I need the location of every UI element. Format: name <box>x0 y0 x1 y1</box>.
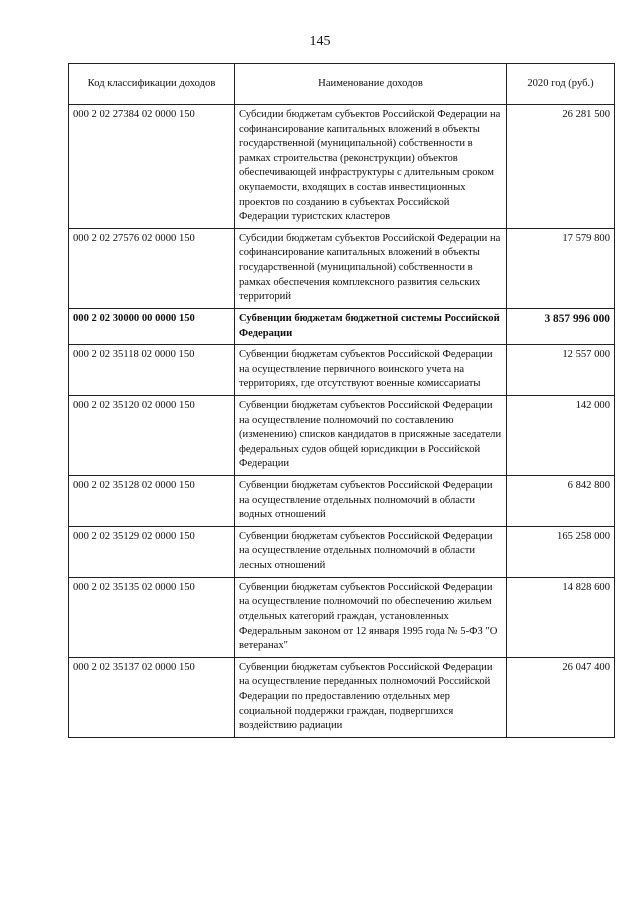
table-row <box>69 577 615 657</box>
row-name: Субсидии бюджетам субъектов Российской Федерации на софинансирование капитальных вложений в объекты государственной (муниципальной) собственности в рамках строительства (реконструкции) объектов обеспечивающей инфраструктуры с длительным сроком окупаемости, входящих в состав инвестиционных проектов по созданию в субъектах Российской Федерации туристских кластеров <box>235 105 507 229</box>
row-amount: 12 557 000 <box>507 345 615 396</box>
row-amount: 17 579 800 <box>507 228 615 308</box>
row-code: 000 2 02 35129 02 0000 150 <box>69 526 235 577</box>
table-row <box>69 105 615 229</box>
row-code: 000 2 02 35128 02 0000 150 <box>69 476 235 527</box>
row-amount: 142 000 <box>507 395 615 475</box>
row-amount: 26 281 500 <box>507 105 615 229</box>
row-code: 000 2 02 30000 00 0000 150 <box>69 308 235 344</box>
row-amount: 14 828 600 <box>507 577 615 657</box>
row-name: Субвенции бюджетам субъектов Российской Федерации на осуществление переданных полномочий Российской Федерации по предоставлению отдельных мер социальной поддержки граждан, подвергшихся воздействию радиации <box>235 657 507 737</box>
row-name: Субвенции бюджетам бюджетной системы Российской Федерации <box>235 308 507 344</box>
row-code: 000 2 02 27576 02 0000 150 <box>69 228 235 308</box>
row-amount: 26 047 400 <box>507 657 615 737</box>
table-row <box>69 345 615 396</box>
table-row-subtotal <box>69 308 615 344</box>
row-amount: 6 842 800 <box>507 476 615 527</box>
row-name: Субвенции бюджетам субъектов Российской Федерации на осуществление полномочий по обеспечению жильем отдельных категорий граждан, установленных Федеральным законом от 12 января 1995 года № 5-ФЗ "О ветеранах" <box>235 577 507 657</box>
revenue-table <box>68 63 615 738</box>
row-code: 000 2 02 35118 02 0000 150 <box>69 345 235 396</box>
row-code: 000 2 02 35135 02 0000 150 <box>69 577 235 657</box>
header-code: Код классификации доходов <box>69 64 235 105</box>
table-row <box>69 228 615 308</box>
row-code: 000 2 02 35120 02 0000 150 <box>69 395 235 475</box>
row-name: Субвенции бюджетам субъектов Российской Федерации на осуществление отдельных полномочий в области водных отношений <box>235 476 507 527</box>
row-name: Субвенции бюджетам субъектов Российской Федерации на осуществление полномочий по составлению (изменению) списков кандидатов в присяжные заседатели федеральных судов общей юрисдикции в Российской Федерации <box>235 395 507 475</box>
row-name: Субсидии бюджетам субъектов Российской Федерации на софинансирование капитальных вложений в объекты государственной (муниципальной) собственности в рамках обеспечения комплексного развития сельских территорий <box>235 228 507 308</box>
header-name: Наименование доходов <box>235 64 507 105</box>
row-amount: 3 857 996 000 <box>507 308 615 344</box>
table-row <box>69 657 615 737</box>
table-header-row <box>69 64 615 105</box>
page-number: 145 <box>309 34 331 49</box>
table-row <box>69 476 615 527</box>
table-row <box>69 526 615 577</box>
row-code: 000 2 02 35137 02 0000 150 <box>69 657 235 737</box>
row-code: 000 2 02 27384 02 0000 150 <box>69 105 235 229</box>
row-amount: 165 258 000 <box>507 526 615 577</box>
table-row <box>69 395 615 475</box>
row-name: Субвенции бюджетам субъектов Российской Федерации на осуществление первичного воинского учета на территориях, где отсутствуют военные комиссариаты <box>235 345 507 396</box>
row-name: Субвенции бюджетам субъектов Российской Федерации на осуществление отдельных полномочий в области лесных отношений <box>235 526 507 577</box>
header-amount: 2020 год (руб.) <box>507 64 615 105</box>
